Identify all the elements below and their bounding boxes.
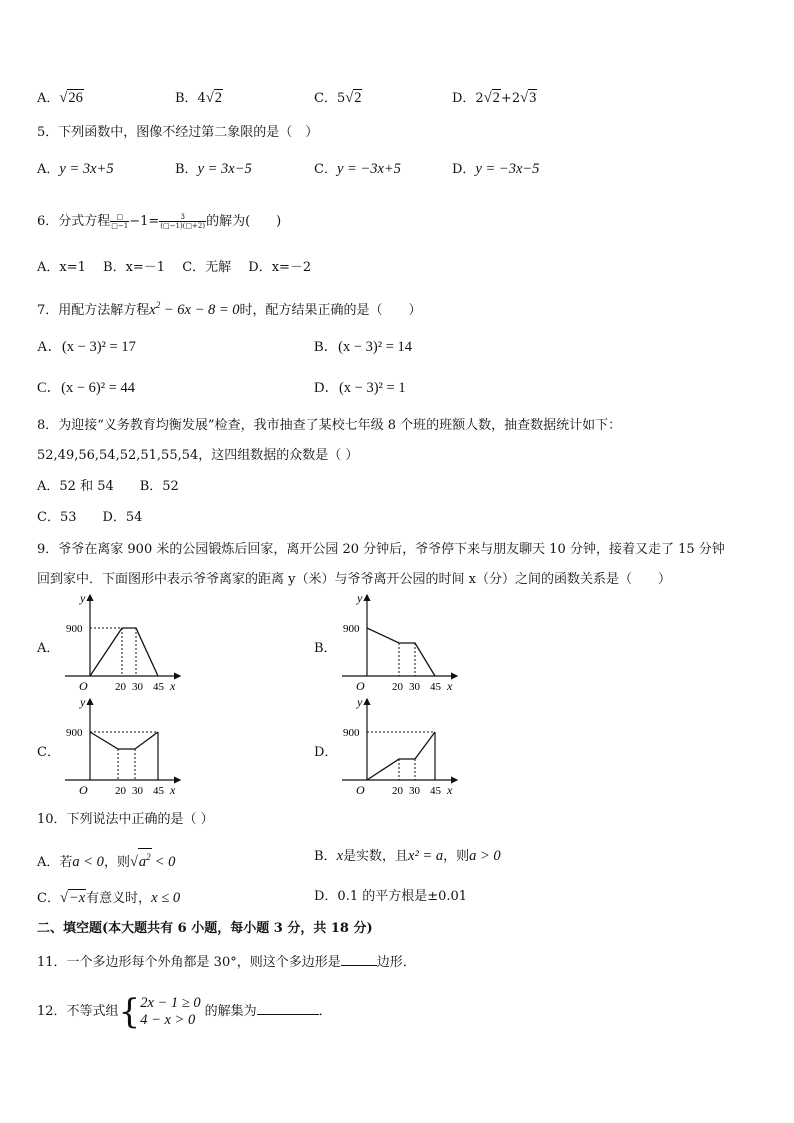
brace-symbol: { bbox=[118, 991, 141, 1032]
q5-option-a: A．y = 3x+5 bbox=[37, 161, 114, 177]
svg-text:20: 20 bbox=[115, 785, 126, 797]
answer-blank[interactable] bbox=[257, 1002, 319, 1015]
tick-900: 900 bbox=[66, 623, 83, 635]
svg-text:20: 20 bbox=[392, 785, 403, 797]
svg-text:45: 45 bbox=[430, 785, 441, 797]
svg-text:x: x bbox=[170, 783, 176, 797]
q9-graph-b bbox=[337, 590, 467, 695]
q9-graph-a bbox=[60, 590, 190, 695]
sqrt-symbol: √ bbox=[59, 90, 68, 106]
svg-text:45: 45 bbox=[430, 681, 441, 693]
q6-stem: 6．分式方程 $\frac{□}{□-1}$ −1= $\frac{3}{(□-1)(□+2)}$ 的解为( ) bbox=[37, 213, 282, 230]
q8-options-cd: C．53 D．54 bbox=[37, 510, 143, 525]
svg-text:x: x bbox=[447, 783, 453, 797]
q5-option-b: B．y = 3x−5 bbox=[175, 161, 252, 177]
q9-option-d-label: D． bbox=[314, 745, 338, 760]
answer-blank[interactable] bbox=[341, 953, 377, 966]
y-axis-label: y bbox=[80, 591, 86, 605]
svg-text:y: y bbox=[357, 591, 363, 605]
q9-option-c-label: C． bbox=[37, 745, 60, 760]
origin-label: O bbox=[79, 679, 88, 693]
q4-option-a: A．√26 bbox=[37, 90, 83, 106]
q4-option-b: B．4√2 bbox=[175, 90, 223, 106]
q8-options-ab: A．52 和 54 B．52 bbox=[37, 479, 179, 494]
svg-text:y: y bbox=[357, 695, 363, 709]
section-heading: 二、填空题(本大题共有 6 小题，每小题 3 分，共 18 分) bbox=[37, 921, 373, 936]
q9-graph-d bbox=[337, 694, 467, 799]
fraction: $\frac{3}{(□-1)(□+2)}$ bbox=[160, 213, 206, 230]
q10-option-b: B．x是实数，且x² = a，则a > 0 bbox=[314, 848, 501, 864]
q9-stem-line2: 回到家中．下面图形中表示爷爷离家的距离 y（米）与爷爷离开公园的时间 x（分）之间的函数关系是（ ） bbox=[37, 572, 671, 587]
svg-text:20: 20 bbox=[392, 681, 403, 693]
svg-text:45: 45 bbox=[153, 785, 164, 797]
q9-graph-c bbox=[60, 694, 190, 799]
q7-option-a: A．(x − 3)² = 17 bbox=[37, 339, 136, 355]
q7-option-d: D．(x − 3)² = 1 bbox=[314, 380, 406, 396]
q4-option-c: C．5√2 bbox=[314, 90, 362, 106]
x-axis-label: x bbox=[170, 679, 176, 693]
svg-text:20: 20 bbox=[115, 681, 126, 693]
svg-text:900: 900 bbox=[343, 727, 360, 739]
svg-text:y: y bbox=[80, 695, 86, 709]
q5-option-d: D．y = −3x−5 bbox=[452, 161, 540, 177]
q7-equation: $x^2 - 6x - 8 = 0$ bbox=[149, 300, 240, 318]
q10-option-c: C．√−x有意义时，x ≤ 0 bbox=[37, 890, 181, 906]
q5-option-c: C．y = −3x+5 bbox=[314, 161, 401, 177]
q8-stem: 8．为迎接“义务教育均衡发展”检查，我市抽查了某校七年级 8 个班的班额人数，抽查数据统计如下： bbox=[37, 418, 622, 433]
q9-option-a-label: A． bbox=[37, 641, 60, 656]
svg-text:x: x bbox=[447, 679, 453, 693]
q9-option-b-label: B． bbox=[314, 641, 337, 656]
svg-text:900: 900 bbox=[66, 727, 83, 739]
q7-option-b: B．(x − 3)² = 14 bbox=[314, 339, 413, 355]
q12: 12．不等式组{ 2x − 1 ≥ 0 4 − x > 0 的解集为 ． bbox=[37, 991, 332, 1032]
svg-text:900: 900 bbox=[343, 623, 360, 635]
q5-stem: 5．下列函数中，图像不经过第二象限的是（ ） bbox=[37, 125, 319, 140]
q9-stem-line1: 9．爷爷在离家 900 米的公园锻炼后回家，离开公园 20 分钟后，爷爷停下来与朋友聊天 10 分钟，接着又走了 15 分钟 bbox=[37, 542, 725, 557]
svg-text:30: 30 bbox=[132, 785, 143, 797]
svg-text:45: 45 bbox=[153, 681, 164, 693]
q10-stem: 10．下列说法中正确的是（ ） bbox=[37, 812, 214, 827]
q10-option-d: D．0.1 的平方根是±0.01 bbox=[314, 889, 468, 904]
q7-option-c: C．(x − 6)² = 44 bbox=[37, 380, 136, 396]
q7-stem: 7．用配方法解方程$x^2 - 6x - 8 = 0$时，配方结果正确的是（ ） bbox=[37, 300, 422, 318]
q8-data: 52,49,56,54,52,51,55,54，这四组数据的众数是（ ） bbox=[37, 448, 359, 463]
q10-option-a: A．若a < 0，则$√a^2 < 0$ bbox=[37, 848, 175, 871]
q4-option-d: D．2√2+2√3 bbox=[452, 90, 537, 106]
svg-text:O: O bbox=[79, 783, 88, 797]
svg-text:30: 30 bbox=[409, 681, 420, 693]
q6-options: A．x=1 B．x=－1 C．无解 D．x=－2 bbox=[37, 260, 312, 275]
svg-text:O: O bbox=[356, 679, 365, 693]
svg-text:30: 30 bbox=[409, 785, 420, 797]
fraction: $\frac{□}{□-1}$ bbox=[111, 213, 129, 230]
svg-text:30: 30 bbox=[132, 681, 143, 693]
svg-text:O: O bbox=[356, 783, 365, 797]
radicand: 26 bbox=[68, 90, 83, 106]
q11: 11．一个多边形每个外角都是 30°，则这个多边形是 边形． bbox=[37, 955, 416, 970]
